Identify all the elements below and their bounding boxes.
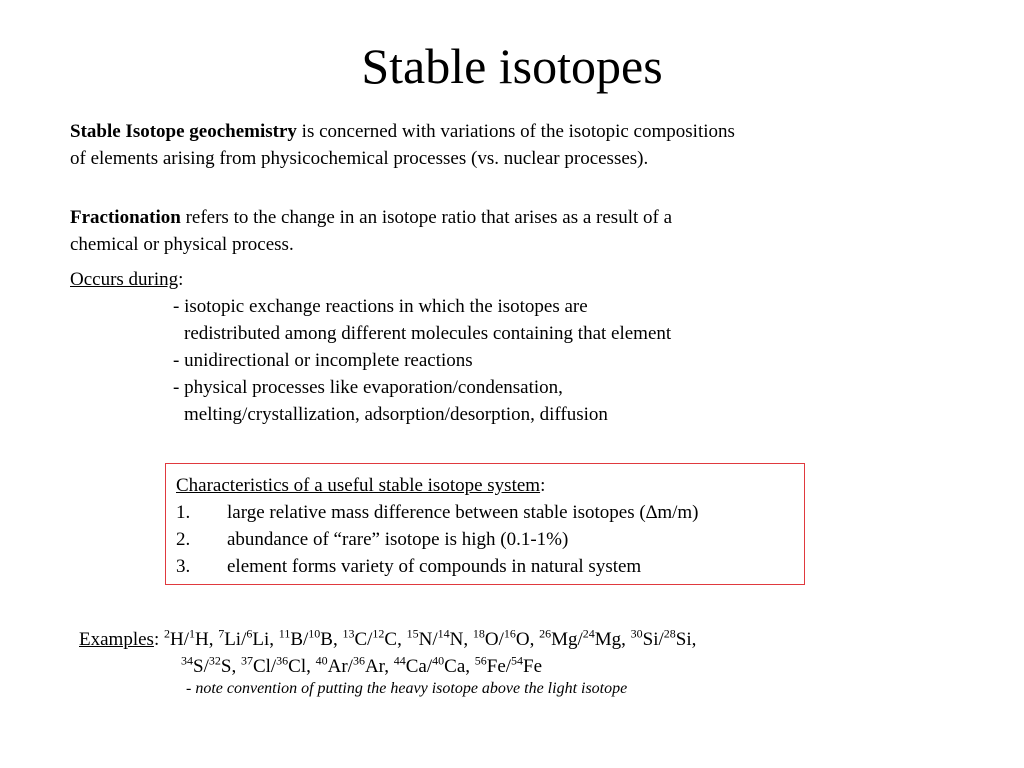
separator: , [208, 629, 219, 650]
item-number: 3. [176, 556, 191, 577]
heavy-element: Fe/ [486, 656, 512, 677]
separator: , [269, 629, 279, 650]
heavy-mass-number: 34 [181, 653, 193, 668]
intro-paragraph [70, 118, 735, 172]
fractionation-paragraph [70, 204, 672, 258]
item-number: 2. [176, 529, 191, 550]
examples-isotope-list-1 [163, 626, 697, 650]
characteristics-box [165, 463, 805, 585]
heavy-element: C/ [354, 629, 373, 650]
separator: , [332, 629, 343, 650]
separator: , [463, 629, 473, 650]
separator: , [384, 656, 394, 677]
occurs-item-3-cont: melting/crystallization, adsorption/desorption, diffusion [184, 404, 608, 425]
light-element: O [515, 629, 530, 650]
light-element: Mg [594, 629, 622, 650]
light-mass-number: 14 [437, 626, 450, 641]
heavy-element: Cl/ [252, 656, 277, 677]
separator: , [465, 656, 475, 677]
characteristics-heading-text: Characteristics of a useful stable isotope system [176, 475, 541, 496]
heavy-element: O/ [484, 629, 504, 650]
heavy-element: Si/ [642, 629, 664, 650]
heavy-element: Ar/ [327, 656, 353, 677]
isotope-pair [472, 626, 540, 650]
light-element: Fe [523, 656, 543, 677]
isotope-pair [218, 626, 279, 650]
light-mass-number: 36 [276, 653, 289, 668]
heavy-element: Ca/ [405, 656, 433, 677]
light-mass-number: 16 [503, 626, 516, 641]
heavy-mass-number: 56 [474, 653, 487, 668]
isotope-pair [315, 653, 394, 677]
isotope-pair [181, 653, 241, 677]
isotope-pair [539, 626, 631, 650]
characteristics-heading [176, 472, 545, 499]
fractionation-line-1-rest: refers to the change in an isotope ratio that arises as a result of a [180, 207, 673, 228]
examples-line-1 [79, 626, 696, 653]
separator: , [306, 656, 316, 677]
isotope-pair [342, 626, 407, 650]
heavy-mass-number: 18 [472, 626, 485, 641]
light-element: Ca [444, 656, 466, 677]
heavy-mass-number: 15 [406, 626, 419, 641]
examples-colon: : [153, 629, 160, 650]
light-mass-number: 12 [372, 626, 385, 641]
light-mass-number: 36 [352, 653, 365, 668]
occurs-during-heading [70, 266, 183, 293]
slide-title: Stable isotopes [361, 38, 663, 94]
light-mass-number: 10 [308, 626, 321, 641]
light-element: H [194, 629, 209, 650]
intro-term: Stable Isotope geochemistry [70, 121, 297, 142]
examples-label: Examples [79, 629, 154, 650]
light-element: C [384, 629, 398, 650]
light-element: Si [675, 629, 692, 650]
light-mass-number: 24 [582, 626, 595, 641]
intro-line-1 [70, 118, 735, 145]
occurs-colon: : [178, 269, 184, 290]
light-element: Ar [364, 656, 385, 677]
occurs-during-label: Occurs during [70, 269, 179, 290]
isotope-pair [630, 626, 697, 650]
heavy-element: S/ [193, 656, 209, 677]
fractionation-line-2: chemical or physical process. [70, 234, 294, 255]
heavy-mass-number: 11 [278, 626, 291, 641]
heavy-element: H/ [169, 629, 189, 650]
light-mass-number: 32 [208, 653, 221, 668]
heavy-mass-number: 2 [163, 626, 170, 641]
item-text: large relative mass difference between stable isotopes (∆m/m) [227, 502, 699, 523]
intro-line-1-rest: is concerned with variations of the isotopic compositions [296, 121, 735, 142]
fractionation-term: Fractionation [70, 207, 181, 228]
heavy-mass-number: 30 [630, 626, 643, 641]
item-text: element forms variety of compounds in natural system [227, 556, 642, 577]
isotope-pair [163, 626, 219, 650]
heavy-mass-number: 7 [218, 626, 225, 641]
convention-note: - note convention of putting the heavy isotope above the light isotope [186, 680, 628, 697]
light-element: N [449, 629, 464, 650]
separator: , [231, 656, 241, 677]
item-text: abundance of “rare” isotope is high (0.1-1%) [227, 529, 569, 550]
isotope-pair [278, 626, 343, 650]
light-element: S [220, 656, 232, 677]
light-mass-number: 28 [663, 626, 676, 641]
isotope-pair [474, 653, 543, 677]
separator: , [691, 629, 697, 650]
light-mass-number: 1 [188, 626, 195, 641]
characteristics-item [176, 499, 699, 526]
characteristics-item [176, 526, 568, 553]
examples-isotope-list-2 [181, 653, 543, 677]
occurs-item-1-cont: redistributed among different molecules containing that element [184, 323, 672, 344]
heavy-mass-number: 40 [315, 653, 328, 668]
light-mass-number: 54 [511, 653, 524, 668]
light-element: Li [252, 629, 270, 650]
heavy-element: Mg/ [551, 629, 583, 650]
fractionation-line-1 [70, 204, 672, 231]
separator: , [529, 629, 540, 650]
heavy-mass-number: 37 [240, 653, 253, 668]
light-mass-number: 6 [246, 626, 253, 641]
light-mass-number: 40 [432, 653, 445, 668]
isotope-pair [406, 626, 473, 650]
intro-line-2: of elements arising from physicochemical processes (vs. nuclear processes). [70, 148, 649, 169]
light-element: Cl [288, 656, 307, 677]
separator: , [397, 629, 407, 650]
item-number: 1. [176, 502, 191, 523]
isotope-pair [393, 653, 475, 677]
heavy-element: Li/ [224, 629, 247, 650]
heavy-mass-number: 44 [393, 653, 406, 668]
occurs-item-2: - unidirectional or incomplete reactions [173, 350, 473, 371]
light-element: B [320, 629, 333, 650]
heavy-mass-number: 26 [539, 626, 552, 641]
examples-line-2 [181, 653, 542, 680]
occurs-item-1: - isotopic exchange reactions in which the isotopes are [173, 296, 588, 317]
heavy-element: N/ [418, 629, 438, 650]
characteristics-item [176, 553, 641, 580]
separator: , [621, 629, 631, 650]
heavy-element: B/ [290, 629, 309, 650]
heavy-mass-number: 13 [342, 626, 355, 641]
occurs-item-3: - physical processes like evaporation/condensation, [173, 377, 563, 398]
isotope-pair [240, 653, 316, 677]
characteristics-colon: : [540, 475, 546, 496]
